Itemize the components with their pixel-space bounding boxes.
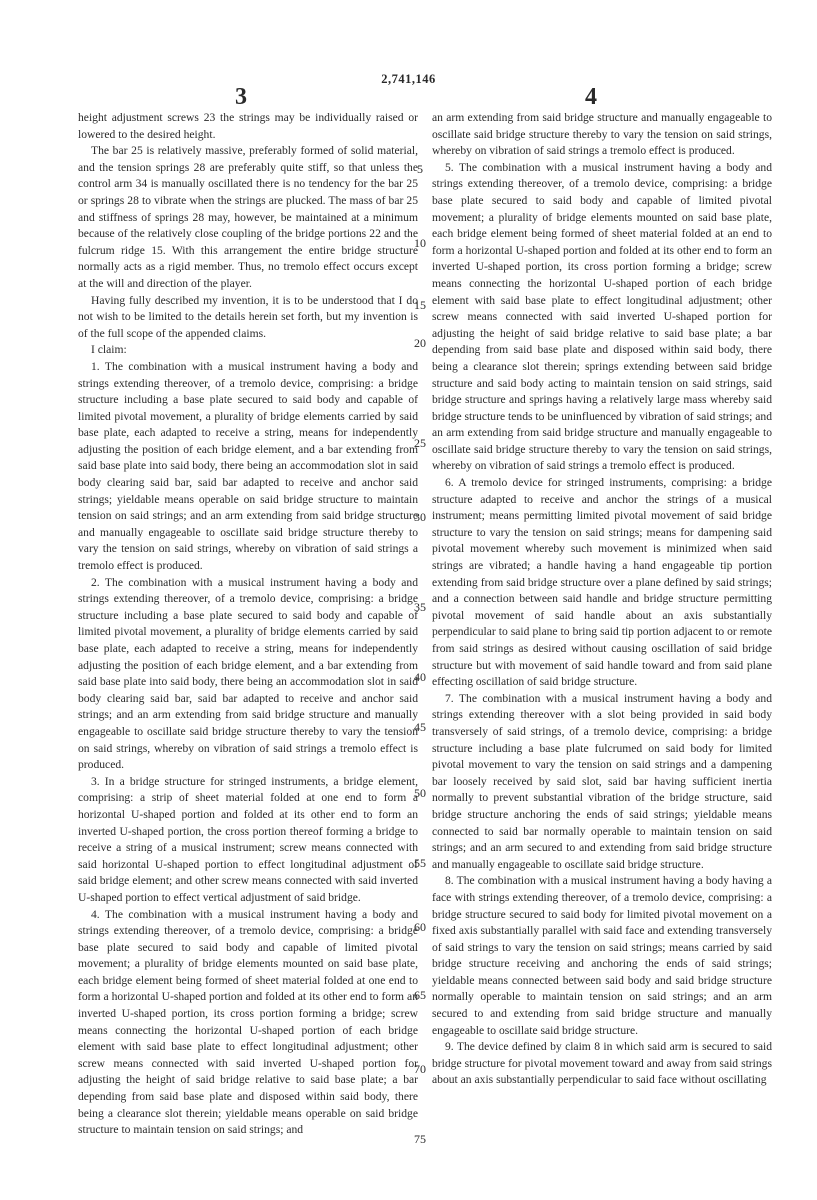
claim-9: 9. The device defined by claim 8 in which said arm is secured to said bridge structure for pivotal movement toward and away from said strings about an axis substantially perpendicular to said face without oscillating <box>432 1040 772 1087</box>
line-number: 75 <box>414 1132 426 1146</box>
paragraph: Having fully described my invention, it is to be understood that I do not wish to be limited to the details herein set forth, but my invention is of the full scope of the appended claims. <box>78 293 418 340</box>
claim-1: 1. The combination with a musical instrument having a body and strings extending thereover, of a tremolo device, comprising: a bridge structure including a base plate secured to said body and capable of limited pivotal movement, a plurality of bridge elements carried by said base plate, each adapted to receive a string, means for independently adjusting the position of each bridge element, and a bar extending from said base plate into said body, there being an accommodation slot in said body clearing said bar, said bar adapted to receive and anchor said strings; yieldable means operable on said bridge structure to maintain tension on said strings; and an arm extending from said bridge structure and manually engageable to oscillate said bridge structure thereby to vary the tension on said strings, whereby on vibration of said strings a tremolo effect is produced. <box>78 359 418 573</box>
line-number: 40 <box>414 670 426 684</box>
patent-number: 2,741,146 <box>381 72 436 86</box>
line-number: 25 <box>414 436 426 450</box>
claim-4-continued: an arm extending from said bridge structure and manually engageable to oscillate said bridge structure thereby to vary the tension on said strings, whereby on vibration of said strings a tremolo effect is produced. <box>432 111 772 158</box>
line-number: 20 <box>414 336 426 350</box>
line-number: 50 <box>414 786 426 800</box>
right-text-column <box>432 110 772 1089</box>
line-number: 70 <box>414 1062 426 1076</box>
paragraph: height adjustment screws 23 the strings may be individually raised or lowered to the desired height. <box>78 111 418 141</box>
claim-5: 5. The combination with a musical instrument having a body and strings extending thereover, of a tremolo device, comprising: a bridge base plate secured to said body and capable of limited pivotal movement; a plurality of bridge elements mounted on said base plate, each bridge element being formed of sheet material folded at an end to form a horizontal U-shaped portion and folded at its other end to form an inverted U-shaped portion, its cross portion forming a bridge; screw means connecting the horizontal U-shaped portion of each bridge element with said base plate to effect longitudinal adjustment; other screw means connected with said inverted U-shaped portion for adjusting the height of said bridge relative to said base plate; a bar depending from said base plate and disposed within said body, there being a clearance slot therein; springs extending between said bridge structure and said body acting to maintain tension on said strings, said bridge structure and springs having a relatively large mass whereby said bridge structure tends to be uninfluenced by vibration of said strings; and an arm extending from said bridge structure and manually engageable to oscillate said bridge structure thereby to vary the tension on said strings, whereby on vibration of said strings a tremolo effect is produced. <box>432 160 772 473</box>
claim-6: 6. A tremolo device for stringed instruments, comprising: a bridge structure adapted to receive and anchor the strings of a musical instrument; means permitting limited pivotal movement of said bridge structure to vary the tension on said strings; means for dampening said pivotal movement whereby such movement is minimized when said strings are vibrated; a handle having a hand engageable tip portion extending from said bridge structure over a plane defined by said strings; and a connection between said handle and bridge structure permitting pivotal movement of said handle about an axis substantially perpendicular to said plane to bring said tip portion adjacent to or remote from said strings as desired without causing oscillation of said bridge structure but with movement of said handle toward and from said plane effecting oscillation of said bridge structure. <box>432 476 772 689</box>
claim-2: 2. The combination with a musical instrument having a body and strings extending thereover, of a tremolo device, comprising: a bridge structure including a base plate secured to said body and capable of limited pivotal movement, a plurality of bridge elements carried by said base plate, each adapted to receive a string, means for independently adjusting the position of each bridge element, and a bar extending from said base plate into said body, there being an accommodation slot in said body clearing said bar, said bar adapted to receive and anchor said strings; and an arm extending from said bridge structure and manually engageable to oscillate said bridge structure thereby to vary the tension on said strings, whereby on vibration of said strings a tremolo effect is produced. <box>78 575 418 772</box>
left-text-column <box>78 110 418 1139</box>
line-number: 35 <box>414 600 426 614</box>
claims-heading: I claim: <box>91 343 127 357</box>
line-number: 55 <box>414 856 426 870</box>
right-column-number: 4 <box>585 84 597 110</box>
line-number: 10 <box>414 236 426 250</box>
paragraph: The bar 25 is relatively massive, preferably formed of solid material, and the tension springs 28 are preferably quite stiff, so that unless the control arm 34 is manually oscillated there is no tendency for the bar 25 or springs 28 to vibrate when the strings are plucked. The mass of bar 25 and stiffness of springs 28 may, however, be maintained at a minimum because of the relatively close coupling of the bridge portions 22 and the fulcrum ridge 15. With this arrangement the entire bridge structure normally acts as a rigid member. Thus, no tremolo effect occurs except at the will and direction of the player. <box>78 144 418 290</box>
line-number: 15 <box>414 298 426 312</box>
claim-7: 7. The combination with a musical instrument having a body and strings extending thereover with a slot being provided in said body transversely of said strings, of a tremolo device, comprising: a bridge structure including a base plate fulcrumed on said body for limited pivotal movement to vary the tension on said strings and a dampening bar loosely received by said slot, said bar having sufficient inertia normally to prevent substantial vibration of the bridge structure, said bridge structure anchoring the ends of said strings; yieldable means connected to said bar normally operable to maintain tension on said strings; and an arm secured to and extending from said bridge structure and manually engageable to oscillate said bridge structure. <box>432 691 772 871</box>
claim-8: 8. The combination with a musical instrument having a body having a face with strings extending thereover, of a tremolo device, comprising: a bridge structure secured to said body for limited pivotal movement on a fixed axis substantially parallel with said face and extending transversely of said strings to vary the tension on said strings; means carried by said bridge structure receiving and anchoring the ends of said strings; yieldable means connected between said body and said bridge structure normally operable to maintain tension on said strings; and an arm secured to and extending from said bridge structure and manually engageable to oscillate said bridge structure. <box>432 874 772 1037</box>
line-number: 60 <box>414 920 426 934</box>
left-column-number: 3 <box>235 84 247 110</box>
line-number: 45 <box>414 720 426 734</box>
line-number: 5 <box>417 162 423 176</box>
claim-3: 3. In a bridge structure for stringed instruments, a bridge element, comprising: a strip of sheet material folded at one end to form a horizontal U-shaped portion and folded at its other end to form an inverted U-shaped portion, the cross portion thereof forming a bridge to receive a string of a musical instrument; screw means connected with said horizontal U-shaped portion to effect longitudinal adjustment of said bridge element; and other screw means connected with said inverted U-shaped portion to effect vertical adjustment of said bridge. <box>78 774 418 904</box>
claim-4: 4. The combination with a musical instrument having a body and strings extending thereover, of a tremolo device, comprising: a bridge base plate secured to said body and capable of limited pivotal movement; a plurality of bridge elements mounted on said base plate, each bridge element being formed of sheet material folded at one end to form a horizontal U-shaped portion and folded at its other end to form an inverted U-shaped portion, its cross portion forming a bridge; screw means connecting the horizontal U-shaped portion of each bridge element with said base plate to effect longitudinal adjustment; other screw means connected with said inverted U-shaped portion for adjusting the height of said bridge relative to said base plate; a bar depending from said base plate and disposed within said body, there being a clearance slot therein; yieldable means operable on said bridge structure to maintain tension on said strings; and <box>78 907 418 1137</box>
line-number: 65 <box>414 988 426 1002</box>
line-number: 30 <box>414 510 426 524</box>
